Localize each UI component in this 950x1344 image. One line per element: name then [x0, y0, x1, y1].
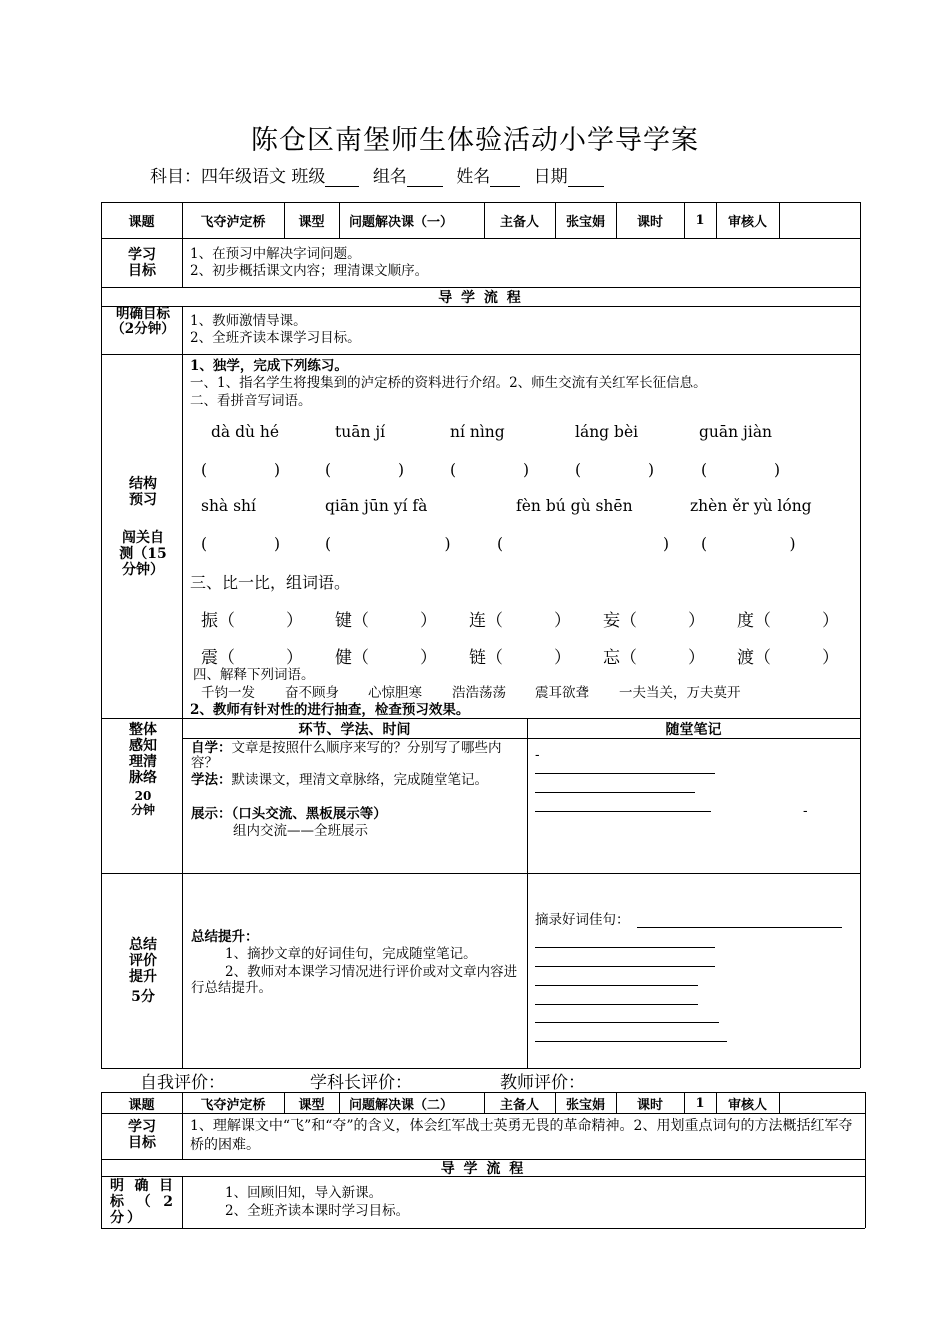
compare-char: 渡（ ） — [737, 648, 839, 668]
reviewer-value — [779, 203, 860, 238]
method-block — [191, 773, 521, 788]
excerpt-line[interactable] — [535, 985, 698, 986]
topic-value-2: 飞夺泸定桥 — [200, 1097, 266, 1113]
topic-value: 飞夺泸定桥 — [200, 215, 266, 230]
answer-bracket[interactable]: ( ) — [575, 461, 655, 479]
excerpt-line[interactable] — [535, 947, 715, 948]
type-label: 课型 — [298, 215, 325, 230]
pinyin-1: dà dù hé — [211, 423, 280, 441]
excerpt-line[interactable] — [637, 927, 842, 928]
flow-title: 导 学 流 程 — [438, 289, 523, 306]
method-label: 学法： — [191, 772, 232, 788]
explain-word: 浩浩荡荡 — [452, 685, 506, 701]
self-study-text: 文章是按照什么顺序来写的？分别写了哪些内容？ — [191, 740, 502, 771]
summary-item-2: 2、教师对本课学习情况进行评价或对文章内容进行总结提升。 — [191, 964, 518, 996]
answer-bracket[interactable]: ( ) — [701, 535, 796, 553]
pinyin-5: guān jiàn — [699, 423, 773, 441]
self-eval-label: 自我评价： — [140, 1073, 225, 1093]
compare-char: 连（ ） — [469, 611, 571, 631]
subject-label: 科目：四年级语文 — [150, 167, 286, 187]
clarify-1: 1、教师激情导课。 — [190, 313, 307, 329]
summary-heading: 总结提升： — [191, 929, 259, 945]
group-blank[interactable] — [407, 168, 443, 187]
explain-word: 千钧一发 — [201, 685, 255, 701]
pinyin-9: zhèn ěr yù lóng — [690, 497, 812, 515]
hours-label: 课时 — [636, 215, 663, 230]
compare-char-text: 忘 — [603, 648, 620, 668]
excerpt-line[interactable] — [535, 1004, 698, 1005]
pinyin-7: qiān jūn yí fà — [325, 497, 428, 515]
subject-head-eval — [310, 1068, 466, 1093]
preview-line2: 二、看拼音写词语。 — [190, 393, 312, 409]
explain-heading: 四、解释下列词语。 — [193, 667, 315, 683]
type-label-2: 课型 — [298, 1097, 325, 1113]
self-eval-blank[interactable] — [225, 1074, 269, 1093]
compare-char: 健（ ） — [335, 648, 437, 668]
compare-char: 键（ ） — [335, 611, 437, 631]
summary-item-1: 1、摘抄文章的好词佳句，完成随堂笔记。 — [225, 946, 477, 962]
compare-char-text: 连 — [469, 611, 486, 631]
reviewer-value-2 — [779, 1093, 865, 1113]
answer-bracket[interactable]: ( ) — [325, 461, 405, 479]
notes-dash-2: - — [803, 803, 808, 819]
summary-time: 5分 — [131, 989, 155, 1005]
subject-head-eval-blank[interactable] — [412, 1074, 458, 1093]
hours-label-2: 课时 — [636, 1097, 663, 1113]
answer-bracket[interactable]: ( ) — [497, 535, 670, 553]
hours-value: 1 — [695, 213, 705, 228]
teacher-eval — [500, 1068, 639, 1093]
flow-title-2: 导 学 流 程 — [440, 1160, 526, 1177]
reviewer-label-2: 审核人 — [727, 1097, 767, 1113]
excerpt-line[interactable] — [535, 966, 715, 967]
hours-value-2: 1 — [695, 1095, 705, 1111]
preparer-label: 主备人 — [499, 215, 539, 230]
page-title: 陈仓区南堡师生体验活动小学导学案 — [251, 125, 699, 156]
method-text: 默读课文，理清文章脉络，完成随堂笔记。 — [231, 772, 488, 788]
compare-char: 忘（ ） — [603, 648, 705, 668]
preparer-value-2: 张宝娟 — [565, 1097, 605, 1113]
preview-closing: 2、教师有针对性的进行抽查，检查预习效果。 — [190, 702, 470, 718]
excerpt-line[interactable] — [535, 1022, 719, 1023]
clarify-2-2: 2、全班齐读本课时学习目标。 — [225, 1203, 410, 1219]
explain-word: 震耳欲聋 — [535, 685, 589, 701]
col-header-steps: 环节、学法、时间 — [298, 721, 411, 738]
preview-heading: 1、独学，完成下列练习。 — [190, 358, 348, 374]
col-header-notes: 随堂笔记 — [665, 721, 722, 738]
show-text: 组内交流——全班展示 — [233, 823, 368, 839]
type-value-2: 问题解决课（二） — [349, 1097, 454, 1113]
compare-char-text: 震 — [201, 648, 218, 668]
answer-bracket[interactable]: ( ) — [201, 535, 281, 553]
answer-bracket[interactable]: ( ) — [201, 461, 281, 479]
class-blank[interactable] — [325, 168, 359, 187]
self-study-block — [191, 741, 521, 771]
date-label: 日期 — [533, 167, 568, 187]
show-label: 展示：（口头交流、黑板展示等） — [191, 806, 387, 822]
goals-label-2: 学习目标 — [128, 1119, 156, 1151]
date-blank[interactable] — [568, 168, 604, 187]
excerpt-line[interactable] — [535, 1041, 727, 1042]
preparer-label-2: 主备人 — [499, 1097, 539, 1113]
class-label: 班级 — [291, 167, 326, 187]
pinyin-4: láng bèi — [575, 423, 639, 441]
note-line[interactable] — [535, 773, 715, 774]
compare-char-text: 振 — [201, 611, 218, 631]
name-label: 姓名 — [456, 167, 491, 187]
compare-char: 链（ ） — [469, 648, 571, 668]
note-line[interactable] — [535, 792, 695, 793]
answer-bracket[interactable]: ( ) — [450, 461, 530, 479]
compare-char: 度（ ） — [737, 611, 839, 631]
preview-line1: 一、1、指名学生将搜集到的泸定桥的资料进行介绍。2、师生交流有关红军长征信息。 — [190, 375, 707, 391]
note-line[interactable] — [535, 811, 711, 812]
preview-label: 结构预习 — [129, 476, 157, 508]
compare-char-text: 链 — [469, 648, 486, 668]
name-blank[interactable] — [490, 168, 520, 187]
compare-char-text: 渡 — [737, 648, 754, 668]
self-eval — [140, 1068, 277, 1093]
compare-char: 震（ ） — [201, 648, 303, 668]
compare-char-text: 键 — [335, 611, 352, 631]
goals-text-2: 1、理解课文中“飞”和“夺”的含义，体会红军战士英勇无畏的革命精神。2、用划重点词句的方法概括红军夺桥的困难。 — [190, 1118, 853, 1153]
explain-word: 心惊胆寒 — [368, 685, 422, 701]
type-value: 问题解决课（一） — [349, 215, 454, 230]
self-study-label: 自学： — [191, 740, 232, 756]
overall-label: 整体感知理清脉络 — [129, 722, 157, 786]
pinyin-8: fèn bú gù shēn — [516, 497, 633, 515]
compare-char-text: 健 — [335, 648, 352, 668]
reviewer-label: 审核人 — [727, 215, 767, 230]
overall-time: 20分钟 — [130, 789, 155, 817]
clarify-label: 明确目标（2分钟） — [111, 306, 175, 337]
pinyin-6: shà shí — [201, 497, 256, 515]
notes-dash: - — [535, 747, 540, 763]
compare-char: 振（ ） — [201, 611, 303, 631]
compare-char-text: 度 — [737, 611, 754, 631]
excerpt-label: 摘录好词佳句： — [535, 912, 630, 928]
compare-char: 妄（ ） — [603, 611, 705, 631]
clarify-2: 2、全班齐读本课学习目标。 — [190, 330, 361, 346]
preparer-value: 张宝娟 — [565, 215, 605, 230]
topic-label-2: 课题 — [128, 1097, 155, 1113]
goal-1: 1、在预习中解决字词问题。 — [190, 246, 361, 262]
answer-bracket[interactable]: ( ) — [325, 535, 451, 553]
clarify-label-2: 明确目标（2分） — [110, 1178, 176, 1226]
goal-2: 2、初步概括课文内容；理清课文顺序。 — [190, 263, 429, 279]
info-line — [150, 162, 612, 187]
test-label: 闯关自测（15分钟） — [119, 530, 167, 578]
pinyin-2: tuān jí — [335, 423, 386, 441]
group-label: 组名 — [372, 167, 407, 187]
explain-word: 一夫当关，万夫莫开 — [619, 685, 741, 701]
compare-char-text: 妄 — [603, 611, 620, 631]
answer-bracket[interactable]: ( ) — [701, 461, 781, 479]
subject-head-eval-label: 学科长评价： — [310, 1073, 412, 1093]
topic-label: 课题 — [128, 215, 155, 230]
clarify-2-1: 1、回顾旧知，导入新课。 — [225, 1185, 383, 1201]
goals-label: 学习目标 — [128, 247, 156, 279]
teacher-eval-label: 教师评价： — [500, 1073, 585, 1093]
compare-heading: 三、比一比，组词语。 — [190, 573, 351, 592]
pinyin-3: ní nìng — [450, 423, 505, 441]
teacher-eval-blank[interactable] — [585, 1074, 631, 1093]
explain-word: 奋不顾身 — [285, 685, 339, 701]
summary-label: 总结评价提升 — [129, 937, 157, 985]
